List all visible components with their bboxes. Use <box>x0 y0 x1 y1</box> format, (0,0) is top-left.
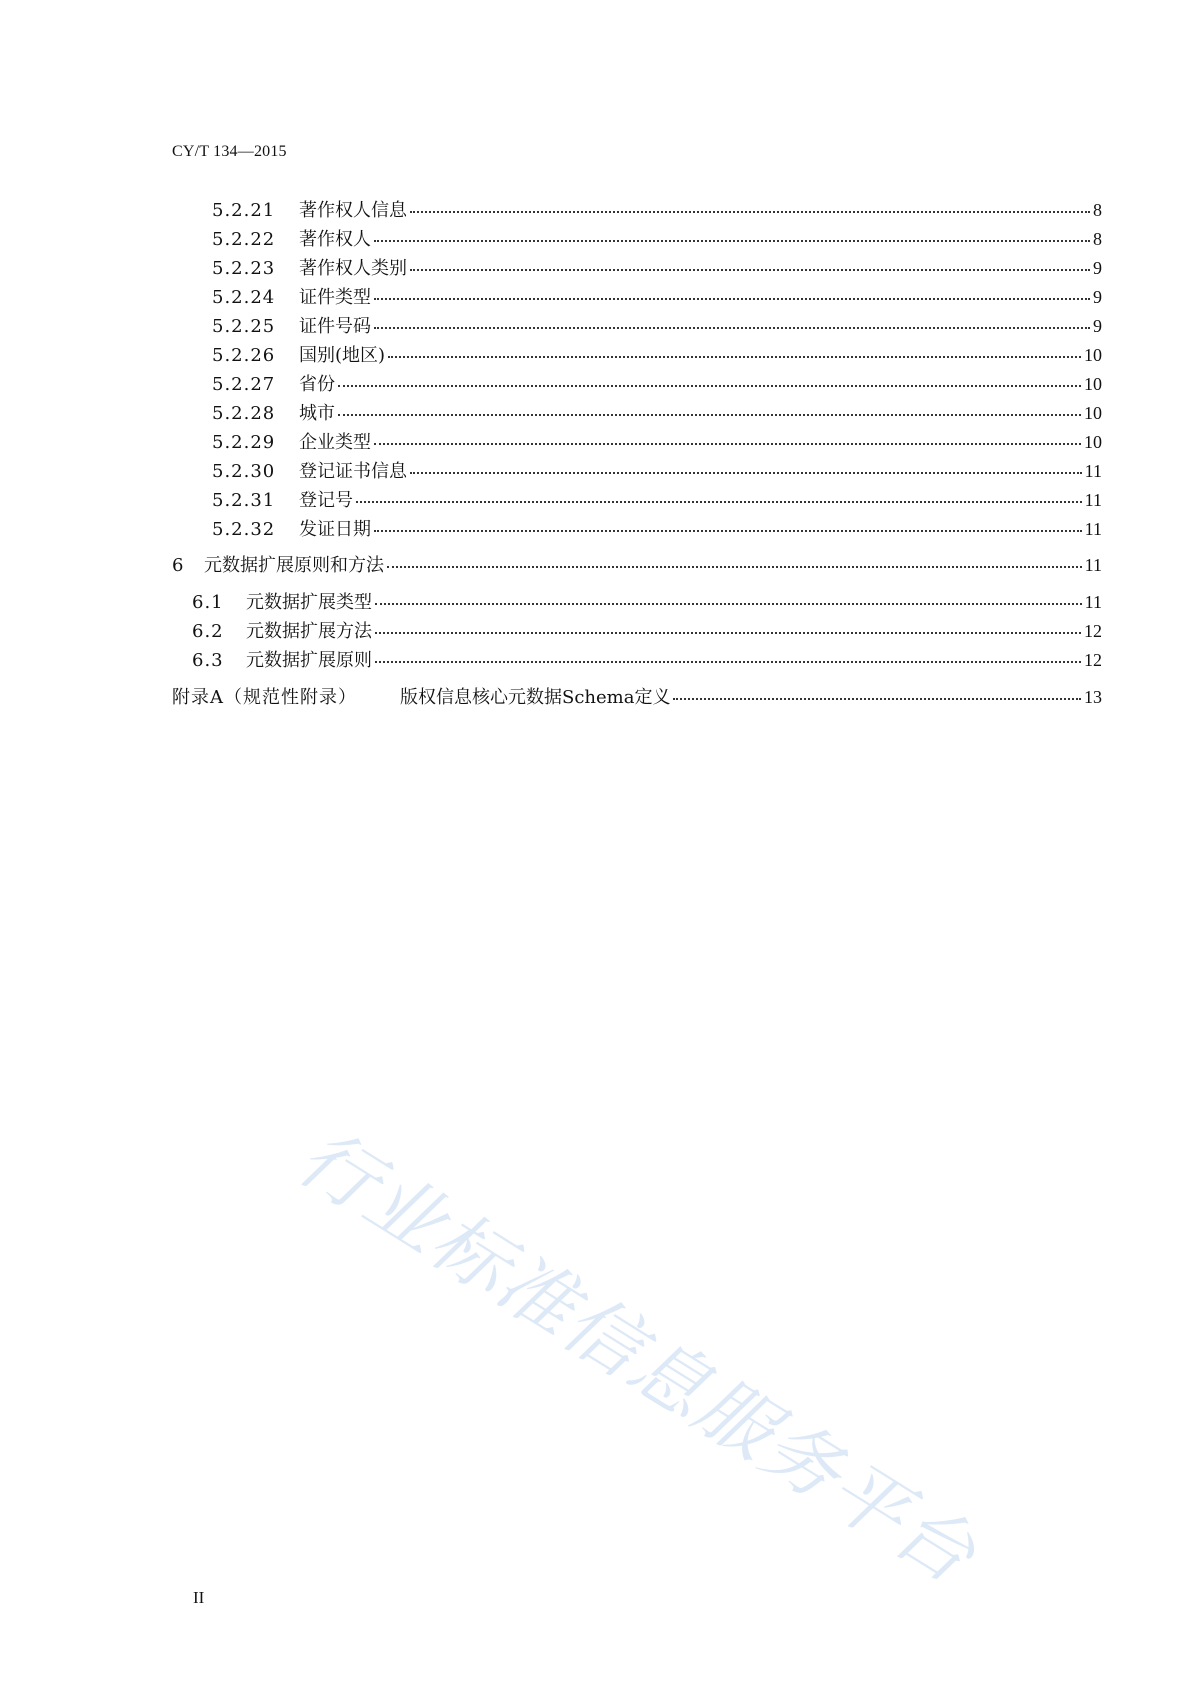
toc-entry[interactable] <box>172 646 1102 670</box>
toc-entry-number: 6.1 <box>192 592 224 613</box>
toc-entry-title: 版权信息核心元数据Schema定义 <box>400 687 671 708</box>
toc-entry-number: 5.2.27 <box>212 374 276 395</box>
toc-entry-page: 12 <box>1084 621 1102 641</box>
toc-entry-number: 5.2.21 <box>212 200 276 221</box>
toc-entry[interactable] <box>172 254 1102 278</box>
toc-entry-title: 著作权人类别 <box>299 258 407 279</box>
toc-entry-page: 10 <box>1084 374 1102 394</box>
toc-entry-number: 5.2.28 <box>212 403 276 424</box>
toc-leader-dots <box>374 425 1081 445</box>
watermark-text: 行业标准信息服务平台 <box>283 1111 992 1601</box>
toc-entry-number: 6.2 <box>192 621 224 642</box>
toc-entry-number: 5.2.29 <box>212 432 276 453</box>
toc-leader-dots <box>338 367 1081 387</box>
toc-entry-page: 8 <box>1093 200 1102 220</box>
toc-leader-dots <box>356 483 1082 503</box>
toc-entry-page: 10 <box>1084 403 1102 423</box>
toc-entry-title: 国别(地区) <box>299 345 386 366</box>
toc-entry-title: 登记号 <box>299 490 353 511</box>
toc-entry-title: 著作权人信息 <box>299 200 407 221</box>
toc-leader-dots <box>375 585 1082 605</box>
toc-entry-title: 元数据扩展原则 <box>246 650 372 671</box>
toc-leader-dots <box>673 680 1081 700</box>
toc-leader-dots <box>410 193 1090 213</box>
toc-leader-dots <box>374 512 1082 532</box>
toc-entry-title: 登记证书信息 <box>299 461 407 482</box>
toc-entry-number: 5.2.32 <box>212 519 276 540</box>
page-number: II <box>193 1588 205 1607</box>
toc-entry-title: 元数据扩展类型 <box>246 592 372 613</box>
toc-leader-dots <box>387 548 1082 568</box>
toc-entry-page: 11 <box>1084 555 1102 575</box>
toc-entry-number: 5.2.30 <box>212 461 276 482</box>
toc-leader-dots <box>374 309 1090 329</box>
toc-entry-title: 元数据扩展原则和方法 <box>204 555 384 576</box>
toc-leader-dots <box>410 454 1082 474</box>
toc-entry-page: 11 <box>1084 519 1102 539</box>
toc-entry-page: 11 <box>1084 592 1102 612</box>
toc-entry-page: 9 <box>1093 287 1102 307</box>
toc-entry-number: 附录A（规范性附录） <box>172 687 357 708</box>
toc-entry-chapter[interactable] <box>172 551 1102 575</box>
toc-entry-title: 企业类型 <box>299 432 371 453</box>
toc-entry-number: 6 <box>172 555 185 576</box>
toc-leader-dots <box>338 396 1081 416</box>
toc-entry[interactable] <box>172 399 1102 423</box>
toc-entry-page: 11 <box>1084 490 1102 510</box>
toc-entry[interactable] <box>172 283 1102 307</box>
toc-entry[interactable] <box>172 457 1102 481</box>
toc-entry-page: 13 <box>1084 687 1102 707</box>
toc-entry-page: 8 <box>1093 229 1102 249</box>
toc-entry[interactable] <box>172 428 1102 452</box>
toc-entry-number: 5.2.26 <box>212 345 276 366</box>
toc-leader-dots <box>374 280 1090 300</box>
toc-entry-page: 9 <box>1093 316 1102 336</box>
toc-entry-number: 5.2.25 <box>212 316 276 337</box>
toc-entry-page: 10 <box>1084 432 1102 452</box>
toc-entry-title: 著作权人 <box>299 229 371 250</box>
toc-entry[interactable] <box>172 196 1102 220</box>
toc-entry-page: 10 <box>1084 345 1102 365</box>
toc-entry-number: 6.3 <box>192 650 224 671</box>
toc-entry[interactable] <box>172 617 1102 641</box>
toc-entry-title: 省份 <box>299 374 335 395</box>
toc-leader-dots <box>410 251 1090 271</box>
toc-leader-dots <box>388 338 1081 358</box>
toc-leader-dots <box>374 222 1090 242</box>
toc-entry-title: 城市 <box>299 403 335 424</box>
toc-entry-title: 发证日期 <box>299 519 371 540</box>
toc-entry[interactable] <box>172 515 1102 539</box>
document-code-header: CY/T 134—2015 <box>172 143 287 160</box>
toc-entry[interactable] <box>172 486 1102 510</box>
toc-leader-dots <box>375 614 1081 634</box>
toc-entry[interactable] <box>172 312 1102 336</box>
toc-entry-number: 5.2.24 <box>212 287 276 308</box>
toc-entry-title: 元数据扩展方法 <box>246 621 372 642</box>
toc-entry-appendix[interactable] <box>172 683 1102 707</box>
toc-entry-number: 5.2.31 <box>212 490 276 511</box>
toc-entry-page: 12 <box>1084 650 1102 670</box>
toc-entry[interactable] <box>172 225 1102 249</box>
toc-entry[interactable] <box>172 370 1102 394</box>
toc-entry-page: 11 <box>1084 461 1102 481</box>
toc-entry-title: 证件类型 <box>299 287 371 308</box>
toc-entry-title: 证件号码 <box>299 316 371 337</box>
toc-entry-number: 5.2.22 <box>212 229 276 250</box>
toc-entry[interactable] <box>172 588 1102 612</box>
toc-entry-number: 5.2.23 <box>212 258 276 279</box>
toc-entry[interactable] <box>172 341 1102 365</box>
toc-entry-page: 9 <box>1093 258 1102 278</box>
toc-leader-dots <box>375 643 1081 663</box>
